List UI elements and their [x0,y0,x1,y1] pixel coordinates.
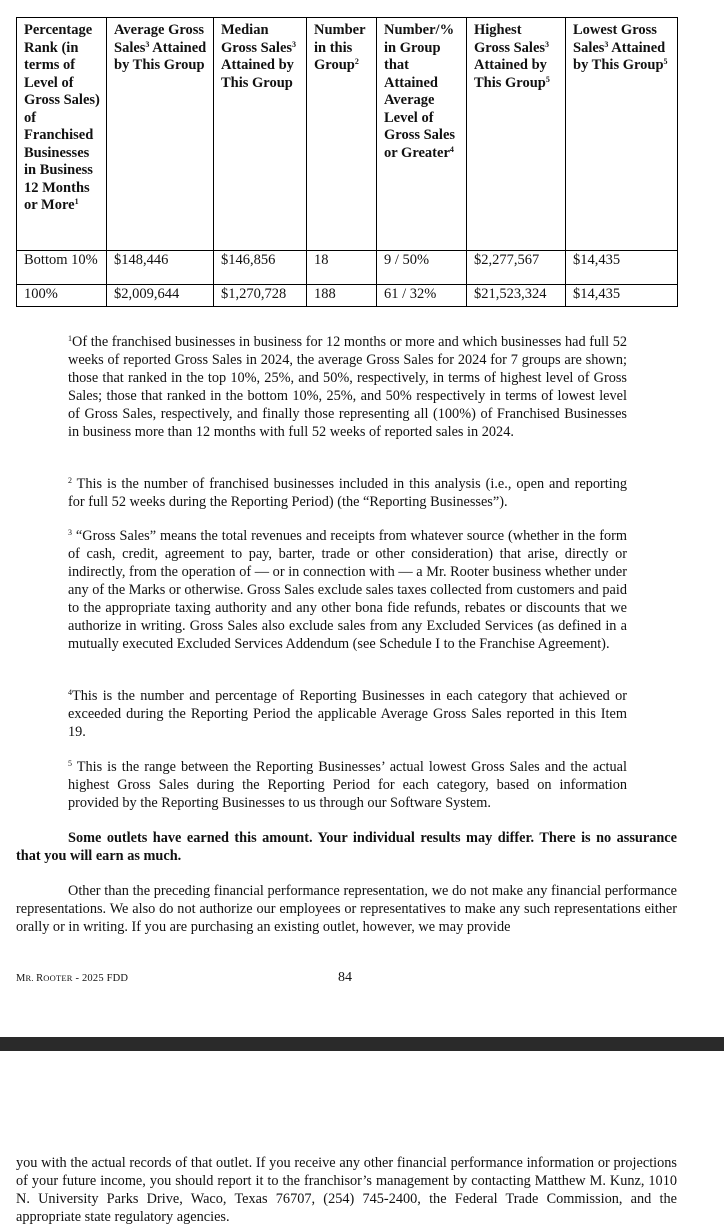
header-median-gross-sales: Median Gross Sales$^3$ Attained by This Group [214,18,307,251]
page-footer-title: MR. ROOTER - 2025 FDD [16,973,129,984]
table-row [17,251,678,285]
page-number: 84 [338,970,352,985]
table-cell: 18 [307,251,377,285]
table-cell: $2,009,644 [107,285,214,307]
table-cell: $14,435 [566,251,678,285]
table-cell: 61 / 32% [377,285,467,307]
table-cell: Bottom 10% [17,251,107,285]
table-cell: 9 / 50% [377,251,467,285]
footnote-4: $^4$This is the number and percentage of Reporting Businesses in each category that achieved or exceeded during the Reporting Period the applicable Average Gross Sales reported in this Item 19. [68,688,627,740]
table-cell: $148,446 [107,251,214,285]
table-cell: 188 [307,285,377,307]
financial-performance-table [16,17,678,307]
table-cell: 100% [17,285,107,307]
header-percentage-rank: Percentage Rank (in terms of Level of Gross Sales) of Franchised Businesses in Business 12 Months or More$^1$ [17,18,107,251]
header-number-in-group: Number in this Group$^2$ [307,18,377,251]
other-than-paragraph: Other than the preceding financial performance representation, we do not make any financial performance representations. We also do not authorize our employees or representatives to make any such representations either orally or in writing. If you are purchasing an existing outlet, however, we may provide [16,883,677,935]
table-cell: $1,270,728 [214,285,307,307]
document-page-85 [0,1051,724,1229]
header-number-percent-attained: Number/% in Group that Attained Average Level of Gross Sales or Greater$^4$ [377,18,467,251]
table-cell: $14,435 [566,285,678,307]
footnote-2: $^2$ This is the number of franchised businesses included in this analysis (i.e., open and reporting for full 52 weeks during the Reporting Period) (the “Reporting Businesses”). [68,476,627,510]
footnote-5: $^5$ This is the range between the Reporting Businesses’ actual lowest Gross Sales and the actual highest Gross Sales during the Reporting Period for each category, based on information provided by the Reporting Businesses to us through our Software System. [68,759,627,811]
table-row [17,285,678,307]
earnings-caution: Some outlets have earned this amount. Your individual results may differ. There is no assurance that you will earn as much. [16,830,677,864]
continuation-paragraph: you with the actual records of that outlet. If you receive any other financial performance information or projections of your future income, you should report it to the franchisor’s management by contacting Matthew M. Kunz, 1010 N. University Parks Drive, Waco, Texas 76707, (254) 745-2400, the Federal Trade Commission, and the appropriate state regulatory agencies. [16,1155,677,1225]
footnote-1: $^1$Of the franchised businesses in business for 12 months or more and which businesses had full 52 weeks of reported Gross Sales in 2024, the average Gross Sales for 2024 for 7 groups are shown; those that ranked in the top 10%, 25%, and 50%, respectively, in terms of highest level of Gross Sales; those that ranked in the bottom 10%, 25%, and 50% respectively in terms of lowest level of Gross Sales, respectively, and finally those representing all (100%) of Franchised Businesses in business more than 12 months with full 52 weeks of reported sales in 2024. [68,334,627,440]
header-average-gross-sales: Average Gross Sales$^3$ Attained by This Group [107,18,214,251]
table-cell: $146,856 [214,251,307,285]
table-cell: $2,277,567 [467,251,566,285]
header-lowest-gross-sales: Lowest Gross Sales$^3$ Attained by This Group$^5$ [566,18,678,251]
table-cell: $21,523,324 [467,285,566,307]
table-header-row [17,18,678,251]
header-highest-gross-sales: Highest Gross Sales$^3$ Attained by This Group$^5$ [467,18,566,251]
page-divider [0,1037,724,1051]
footnote-3: $^3$ “Gross Sales” means the total revenues and receipts from whatever source (whether in the form of cash, credit, agreement to pay, barter, trade or other consideration) that arise, directly or indirectly, from the operation of — or in connection with — a Mr. Rooter business whether under any of the Marks or otherwise. Gross Sales exclude sales taxes collected from customers and paid to the appropriate taxing authority and any other bona fide refunds, rebates or discounts that we authorize in writing. Gross Sales also exclude sales from any Excluded Services (as defined in a mutually executed Excluded Services Addendum (see Schedule I to the Franchise Agreement). [68,528,628,652]
